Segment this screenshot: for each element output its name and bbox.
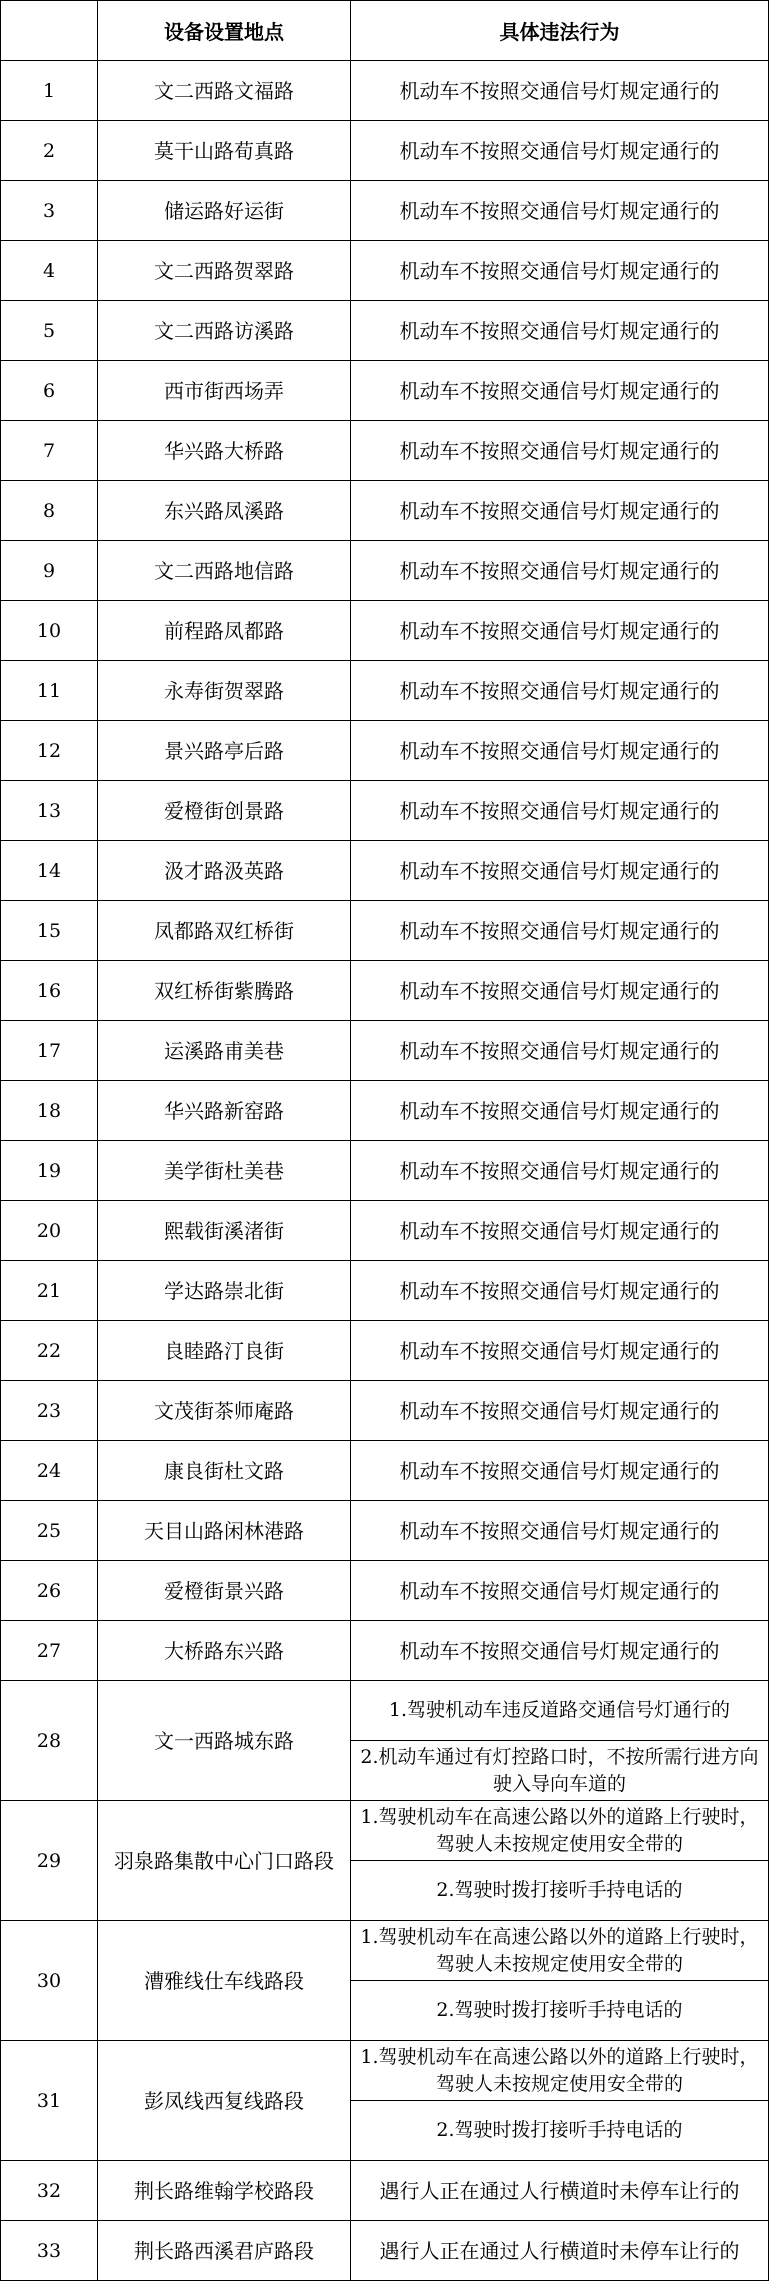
table-body — [1, 61, 769, 2281]
table-row — [1, 961, 769, 1021]
row-number: 2 — [1, 121, 98, 181]
behavior-cell: 机动车不按照交通信号灯规定通行的 — [351, 1621, 769, 1681]
row-number: 26 — [1, 1561, 98, 1621]
table-row — [1, 421, 769, 481]
table-row — [1, 1141, 769, 1201]
behavior-cell: 机动车不按照交通信号灯规定通行的 — [351, 1501, 769, 1561]
behavior-cell: 机动车不按照交通信号灯规定通行的 — [351, 1081, 769, 1141]
location-cell: 美学街杜美巷 — [98, 1141, 351, 1201]
table-row — [1, 361, 769, 421]
behavior-cell: 机动车不按照交通信号灯规定通行的 — [351, 1021, 769, 1081]
table-row — [1, 1921, 769, 1981]
behavior-cell: 遇行人正在通过人行横道时未停车让行的 — [351, 2221, 769, 2281]
table-row — [1, 1621, 769, 1681]
location-cell: 前程路凤都路 — [98, 601, 351, 661]
behavior-cell: 机动车不按照交通信号灯规定通行的 — [351, 601, 769, 661]
row-number: 9 — [1, 541, 98, 601]
behavior-cell: 机动车不按照交通信号灯规定通行的 — [351, 961, 769, 1021]
header-location: 设备设置地点 — [98, 1, 351, 61]
row-number: 31 — [1, 2041, 98, 2161]
table-row — [1, 1801, 769, 1861]
row-number: 16 — [1, 961, 98, 1021]
table-row — [1, 2041, 769, 2101]
location-cell: 文二西路访溪路 — [98, 301, 351, 361]
location-cell: 天目山路闲林港路 — [98, 1501, 351, 1561]
behavior-cell: 机动车不按照交通信号灯规定通行的 — [351, 781, 769, 841]
location-cell: 学达路崇北街 — [98, 1261, 351, 1321]
behavior-cell: 1.驾驶机动车违反道路交通信号灯通行的 — [351, 1681, 769, 1741]
row-number: 4 — [1, 241, 98, 301]
table-row — [1, 1261, 769, 1321]
table-row — [1, 1081, 769, 1141]
location-cell: 文一西路城东路 — [98, 1681, 351, 1801]
location-cell: 文茂街茶师庵路 — [98, 1381, 351, 1441]
table-row — [1, 181, 769, 241]
row-number: 14 — [1, 841, 98, 901]
location-cell: 双红桥街紫腾路 — [98, 961, 351, 1021]
location-cell: 文二西路贺翠路 — [98, 241, 351, 301]
behavior-cell: 机动车不按照交通信号灯规定通行的 — [351, 901, 769, 961]
table-row — [1, 781, 769, 841]
table-row — [1, 721, 769, 781]
location-cell: 储运路好运街 — [98, 181, 351, 241]
location-cell: 景兴路亭后路 — [98, 721, 351, 781]
table-row — [1, 61, 769, 121]
row-number: 33 — [1, 2221, 98, 2281]
location-cell: 羽泉路集散中心门口路段 — [98, 1801, 351, 1921]
behavior-cell: 1.驾驶机动车在高速公路以外的道路上行驶时，驾驶人未按规定使用安全带的 — [351, 1801, 769, 1861]
row-number: 30 — [1, 1921, 98, 2041]
behavior-cell: 2.驾驶时拨打接听手持电话的 — [351, 2101, 769, 2161]
row-number: 11 — [1, 661, 98, 721]
row-number: 15 — [1, 901, 98, 961]
behavior-cell: 机动车不按照交通信号灯规定通行的 — [351, 361, 769, 421]
behavior-cell: 机动车不按照交通信号灯规定通行的 — [351, 1441, 769, 1501]
behavior-cell: 2.机动车通过有灯控路口时，不按所需行进方向驶入导向车道的 — [351, 1741, 769, 1801]
behavior-cell: 1.驾驶机动车在高速公路以外的道路上行驶时，驾驶人未按规定使用安全带的 — [351, 2041, 769, 2101]
location-cell: 良睦路汀良街 — [98, 1321, 351, 1381]
behavior-cell: 机动车不按照交通信号灯规定通行的 — [351, 841, 769, 901]
location-cell: 爱橙街景兴路 — [98, 1561, 351, 1621]
location-cell: 西市街西场弄 — [98, 361, 351, 421]
table-row — [1, 1021, 769, 1081]
behavior-cell: 机动车不按照交通信号灯规定通行的 — [351, 1261, 769, 1321]
location-cell: 爱橙街创景路 — [98, 781, 351, 841]
row-number: 24 — [1, 1441, 98, 1501]
location-cell: 荆长路维翰学校路段 — [98, 2161, 351, 2221]
row-number: 23 — [1, 1381, 98, 1441]
row-number: 19 — [1, 1141, 98, 1201]
row-number: 3 — [1, 181, 98, 241]
row-number: 5 — [1, 301, 98, 361]
behavior-cell: 机动车不按照交通信号灯规定通行的 — [351, 1201, 769, 1261]
row-number: 1 — [1, 61, 98, 121]
behavior-cell: 机动车不按照交通信号灯规定通行的 — [351, 1381, 769, 1441]
location-cell: 汲才路汲英路 — [98, 841, 351, 901]
table-row — [1, 541, 769, 601]
row-number: 12 — [1, 721, 98, 781]
location-cell: 文二西路文福路 — [98, 61, 351, 121]
table-row — [1, 901, 769, 961]
header-row — [1, 1, 769, 61]
behavior-cell: 机动车不按照交通信号灯规定通行的 — [351, 421, 769, 481]
behavior-cell: 机动车不按照交通信号灯规定通行的 — [351, 541, 769, 601]
location-cell: 东兴路凤溪路 — [98, 481, 351, 541]
table-row — [1, 2161, 769, 2221]
behavior-cell: 机动车不按照交通信号灯规定通行的 — [351, 241, 769, 301]
location-cell: 莫干山路荀真路 — [98, 121, 351, 181]
row-number: 27 — [1, 1621, 98, 1681]
table-row — [1, 241, 769, 301]
table-row — [1, 601, 769, 661]
table-row — [1, 481, 769, 541]
behavior-cell: 机动车不按照交通信号灯规定通行的 — [351, 181, 769, 241]
location-cell: 华兴路大桥路 — [98, 421, 351, 481]
behavior-cell: 机动车不按照交通信号灯规定通行的 — [351, 1141, 769, 1201]
table-row — [1, 1381, 769, 1441]
row-number: 10 — [1, 601, 98, 661]
row-number: 22 — [1, 1321, 98, 1381]
row-number: 8 — [1, 481, 98, 541]
row-number: 18 — [1, 1081, 98, 1141]
row-number: 20 — [1, 1201, 98, 1261]
location-cell: 熙载街溪渚街 — [98, 1201, 351, 1261]
behavior-cell: 1.驾驶机动车在高速公路以外的道路上行驶时，驾驶人未按规定使用安全带的 — [351, 1921, 769, 1981]
location-cell: 荆长路西溪君庐路段 — [98, 2221, 351, 2281]
table-row — [1, 301, 769, 361]
table-row — [1, 121, 769, 181]
behavior-cell: 机动车不按照交通信号灯规定通行的 — [351, 301, 769, 361]
table-row — [1, 1321, 769, 1381]
location-cell: 华兴路新窑路 — [98, 1081, 351, 1141]
location-cell: 彭凤线西复线路段 — [98, 2041, 351, 2161]
row-number: 13 — [1, 781, 98, 841]
behavior-cell: 机动车不按照交通信号灯规定通行的 — [351, 1561, 769, 1621]
location-cell: 大桥路东兴路 — [98, 1621, 351, 1681]
location-cell: 康良街杜文路 — [98, 1441, 351, 1501]
header-number — [1, 1, 98, 61]
behavior-cell: 机动车不按照交通信号灯规定通行的 — [351, 61, 769, 121]
behavior-cell: 2.驾驶时拨打接听手持电话的 — [351, 1981, 769, 2041]
behavior-cell: 机动车不按照交通信号灯规定通行的 — [351, 121, 769, 181]
location-cell: 永寿街贺翠路 — [98, 661, 351, 721]
behavior-cell: 机动车不按照交通信号灯规定通行的 — [351, 1321, 769, 1381]
header-behavior: 具体违法行为 — [351, 1, 769, 61]
table-row — [1, 1201, 769, 1261]
row-number: 17 — [1, 1021, 98, 1081]
location-cell: 运溪路甫美巷 — [98, 1021, 351, 1081]
location-cell: 漕雅线仕车线路段 — [98, 1921, 351, 2041]
location-cell: 文二西路地信路 — [98, 541, 351, 601]
table-row — [1, 2221, 769, 2281]
row-number: 28 — [1, 1681, 98, 1801]
row-number: 7 — [1, 421, 98, 481]
row-number: 29 — [1, 1801, 98, 1921]
row-number: 32 — [1, 2161, 98, 2221]
table-row — [1, 661, 769, 721]
row-number: 6 — [1, 361, 98, 421]
table-row — [1, 1681, 769, 1741]
row-number: 21 — [1, 1261, 98, 1321]
behavior-cell: 机动车不按照交通信号灯规定通行的 — [351, 661, 769, 721]
behavior-cell: 机动车不按照交通信号灯规定通行的 — [351, 721, 769, 781]
table-row — [1, 1441, 769, 1501]
table-row — [1, 841, 769, 901]
row-number: 25 — [1, 1501, 98, 1561]
behavior-cell: 2.驾驶时拨打接听手持电话的 — [351, 1861, 769, 1921]
behavior-cell: 遇行人正在通过人行横道时未停车让行的 — [351, 2161, 769, 2221]
location-cell: 凤都路双红桥街 — [98, 901, 351, 961]
behavior-cell: 机动车不按照交通信号灯规定通行的 — [351, 481, 769, 541]
table-row — [1, 1501, 769, 1561]
table-row — [1, 1561, 769, 1621]
